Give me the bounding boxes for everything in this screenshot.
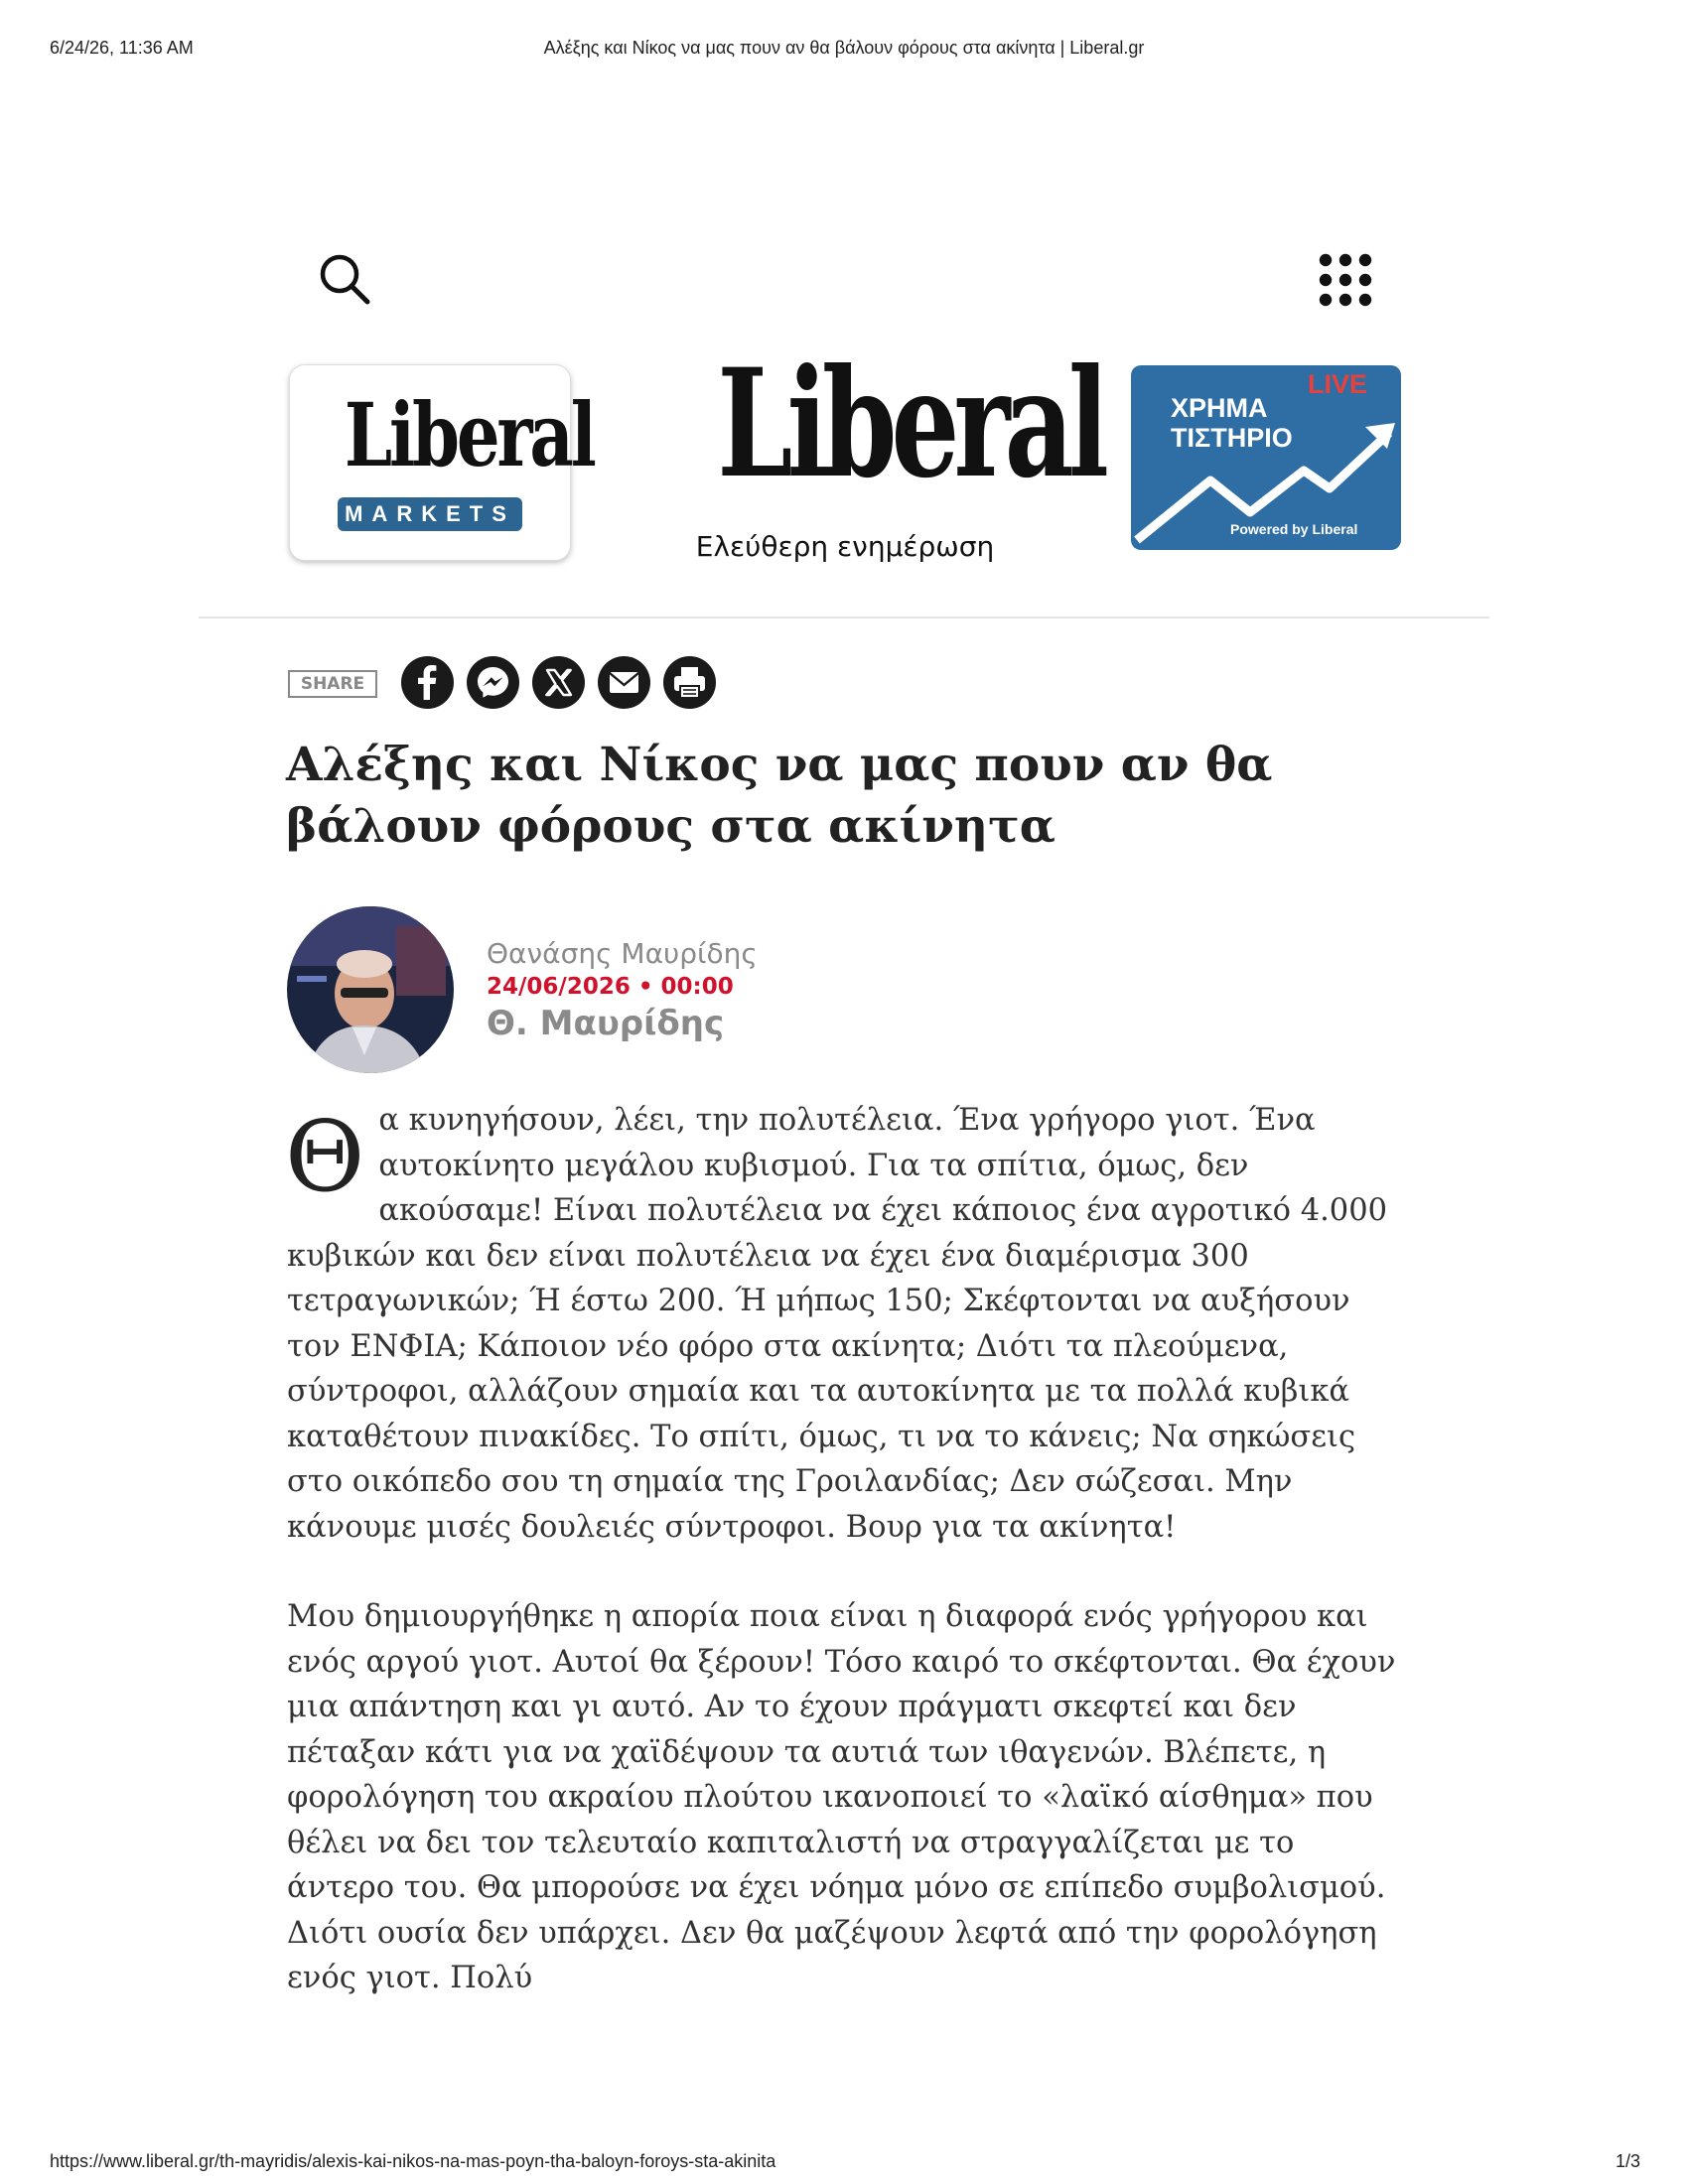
print-page-title: Αλέξης και Νίκος να μας πουν αν θα βάλουν φόρους στα ακίνητα | Liberal.gr	[543, 38, 1145, 58]
author-link[interactable]: Θ. Μαυρίδης	[487, 1004, 725, 1043]
chrimatistirio-live-logo[interactable]	[1129, 363, 1403, 554]
print-url: https://www.liberal.gr/th-mayridis/alexis-kai-nikos-na-mas-poyn-tha-baloyn-foroys-sta-akinita	[50, 2151, 776, 2171]
print-page-number: 1/3	[1615, 2151, 1640, 2171]
liberal-main-logo[interactable]	[667, 337, 1104, 568]
byline	[487, 936, 758, 1045]
x-icon[interactable]	[532, 656, 585, 709]
dropcap: Θ	[285, 1101, 365, 1214]
print-datetime: 6/24/26, 11:36 AM	[50, 38, 194, 58]
header-divider	[199, 616, 1489, 618]
search-icon[interactable]	[316, 250, 375, 310]
print-header	[0, 38, 1688, 62]
article-headline: Αλέξης και Νίκος να μας πουν αν θα βάλουν φόρους στα ακίνητα	[286, 738, 1273, 854]
chrima-line2: ΤΙΣΤΗΡΙΟ	[1171, 423, 1293, 453]
grid-menu-icon[interactable]	[1316, 251, 1375, 311]
paragraph-2: Μου δημιουργήθηκε η απορία ποια είναι η διαφορά ενός γρήγορου και ενός αργού γιοτ. Αυτοί θα ξέρουν! Τόσο καιρό το σκέφτονται. Θα έχουν μια απάντηση και γι αυτό. Αν το έχουν πράγματι σκεφτεί και δεν πέταξαν κάτι για να χαϊδέψουν τα αυτιά των ιθαγενών. Βλέπετε, η φορολόγηση του ακραίου πλούτου ικανοποιεί το «λαϊκό αίσθημα» που θέλει να δει τον τελευταίο καπιταλιστή να στραγγαλίζεται με το άντερο του. Θα μπορούσε να έχει νόημα μόνο σε επίπεδο συμβολισμού. Διότι ουσία δεν υπάρχει. Δεν θα μαζέψουν λεφτά από την φορολόγηση ενός γιοτ. Πολύ	[287, 1599, 1396, 1995]
chrima-live-text: LIVE	[1308, 369, 1368, 399]
paragraph-1-text: α κυνηγήσουν, λέει, την πολυτέλεια. Ένα γρήγορο γιοτ. Ένα αυτοκίνητο μεγάλου κυβισμού. Για τα σπίτια, όμως, δεν ακούσαμε! Είναι πολυτέλεια να έχει κάποιος ένα αγροτικό 4.000 κυβικών και δεν είναι πολυτέλεια να έχει ένα διαμέρισμα 300 τετραγωνικών; Ή έστω 200. Ή μήπως 150; Σκέφτονται να αυξήσουν τον ΕΝΦΙΑ; Κάποιον νέο φόρο στα ακίνητα; Διότι τα πλεούμενα, σύντροφοι, αλλάζουν σημαία και τα αυτοκίνητα με τα πολλά κυβικά καταθέτουν πινακίδες. Το σπίτι, όμως, τι να το κάνεις; Να σηκώσεις στο οικόπεδο σου τη σημαία της Γροιλανδίας; Δεν σώζεσαι. Μην κάνουμε μισές δουλειές σύντροφοι. Βουρ για τα ακίνητα!	[287, 1103, 1388, 1545]
share-label: SHARE	[288, 670, 377, 698]
author-avatar[interactable]	[287, 906, 454, 1073]
chrima-powered: Powered by Liberal	[1230, 521, 1358, 537]
facebook-icon[interactable]	[401, 656, 454, 709]
email-icon[interactable]	[598, 656, 650, 709]
print-icon[interactable]	[663, 656, 716, 709]
article-body	[287, 1098, 1409, 2046]
publish-date: 24/06/2026 • 00:00	[487, 974, 734, 1000]
main-logo-word: Liberal	[717, 337, 1104, 511]
main-logo-tagline: Ελεύθερη ενημέρωση	[695, 530, 995, 563]
markets-logo-word: Liberal	[344, 383, 594, 486]
author-name: Θανάσης Μαυρίδης	[487, 937, 758, 970]
markets-logo-badge: MARKETS	[338, 497, 522, 531]
paragraph-1	[287, 1098, 1409, 1550]
liberal-markets-logo[interactable]	[289, 364, 594, 561]
messenger-icon[interactable]	[467, 656, 519, 709]
chrima-line1: ΧΡΗΜΑ	[1171, 393, 1268, 423]
